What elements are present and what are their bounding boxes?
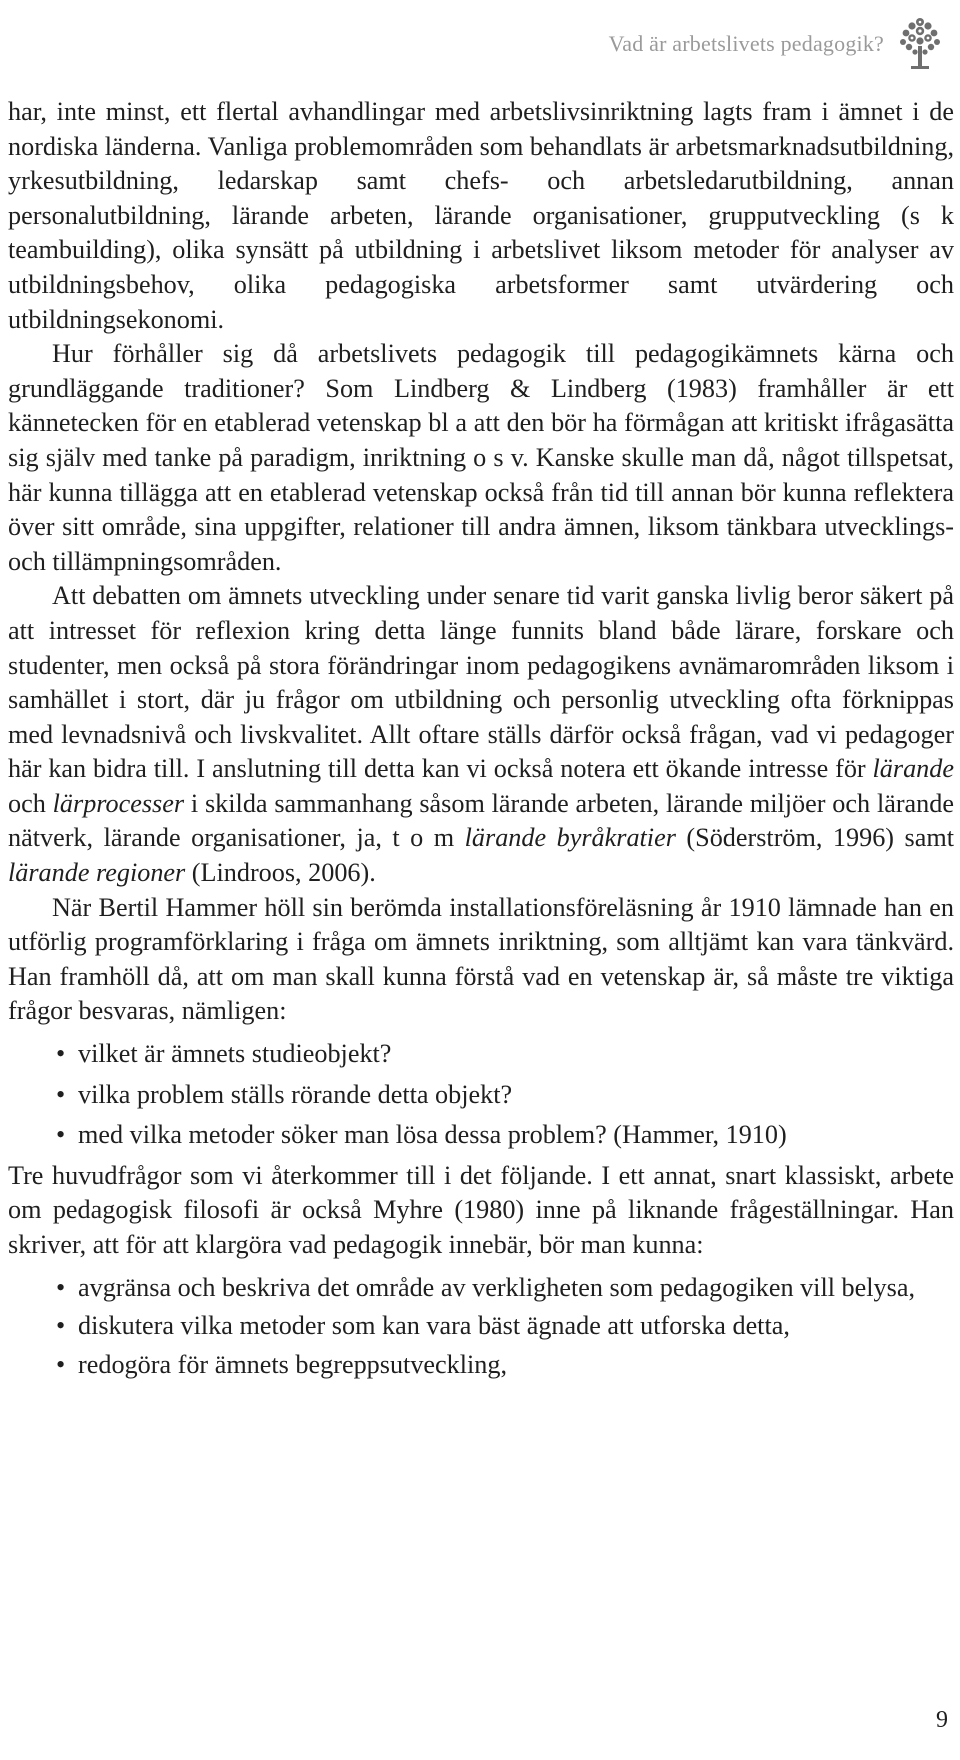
paragraph-3-text-d: (Söderström, 1996) samt xyxy=(675,823,954,853)
question-list xyxy=(8,1037,954,1153)
paragraph-4: När Bertil Hammer höll sin berömda installationsföreläsning år 1910 lämnade han en utförlig programförklaring i fråga om ämnets inriktning, som alltjämt kan vara tänkvärd. Han framhöll då, att om man skall kunna förstå vad en vetenskap är, så måste tre viktiga frågor besvaras, nämligen: xyxy=(8,892,954,1026)
paragraph-3-text-a: Att debatten om ämnets utveckling under senare tid varit ganska livlig beror säkert på att intresset för reflexion kring detta länge funnits bland både lärare, forskare och studenter, men också på stora förändringar inom pedagogikens avnämarområden liksom i samhället i stort, där ju frågor om utbildning och personlig utveckling ofta förknippas med levnadsnivå och livskvalitet. Allt oftare ställs därför också frågan, vad vi pedagoger här kan bidra till. I anslutning till detta kan vi också notera ett ökande intresse för xyxy=(8,581,954,784)
paragraph-3-text-b: och xyxy=(8,788,53,818)
list-item: • vilka problem ställs rörande detta objekt? xyxy=(78,1078,954,1113)
paragraph-5: Tre huvudfrågor som vi återkommer till i det följande. I ett annat, snart klassiskt, arbete om pedagogisk filosofi är också Myhre (1980) inne på liknande frågeställningar. Han skriver, att för att klargöra vad pedagogik innebär, bör man kunna: xyxy=(8,1160,954,1259)
list-item: • redogöra för ämnets begreppsutveckling, xyxy=(78,1348,954,1383)
paragraph-1: har, inte minst, ett flertal avhandlingar med arbetslivsinriktning lagts fram i ämnet i de nordiska länderna. Vanliga problemområden som behandlats är arbetsmarknadsutbildning, yrkesutbildning, ledarskap samt chefs- och arbetsledarutbildning, annan personalutbildning, lärande arbeten, lärande organisationer, grupputveckling (s k teambuilding), olika synsätt på utbildning i arbetslivet liksom metoder för analyser av utbildningsbehov, olika pedagogiska arbetsformer samt utvärdering och utbildningsekonomi. xyxy=(8,97,954,334)
list-item: • med vilka metoder söker man lösa dessa problem? (Hammer, 1910) xyxy=(78,1118,954,1153)
task-list xyxy=(8,1271,954,1383)
emphasis-larande-byrakratier: lärande byråkratier xyxy=(464,823,676,853)
tree-icon xyxy=(898,16,942,72)
paragraph-3-text-c: i skilda sammanhang såsom lärande arbeten, lärande miljöer och lärande nätverk, lärande organisationer, ja, t o m xyxy=(8,788,954,853)
emphasis-larprocesser: lärprocesser xyxy=(52,788,185,818)
list-item: • diskutera vilka metoder som kan vara bäst ägnade att utforska detta, xyxy=(78,1309,954,1344)
paragraph-2: Hur förhåller sig då arbetslivets pedagogik till pedagogikämnets kärna och grundläggande traditioner? Som Lindberg & Lindberg (1983) framhåller är ett kännetecken för en etablerad vetenskap bl a att den bör ha förmågan att kritiskt ifrågasätta sig själv med tanke på paradigm, inriktning o s v. Kanske skulle man då, något tillspetsat, här kunna tillägga att en etablerad vetenskap också från tid till annan bör kunna reflektera över sitt område, sina uppgifter, relationer till andra ämnen, liksom tänkbara utvecklings- och tillämpningsområden. xyxy=(8,339,954,576)
paragraph-3 xyxy=(8,579,954,890)
running-header-title: Vad är arbetslivets pedagogik? xyxy=(608,31,884,56)
emphasis-larande-regioner: lärande regioner xyxy=(8,858,186,888)
page-number: 9 xyxy=(936,1707,948,1733)
running-header xyxy=(609,14,942,74)
list-item: • vilket är ämnets studieobjekt? xyxy=(78,1037,954,1072)
emphasis-larande: lärande xyxy=(872,754,954,784)
body-text xyxy=(8,95,954,1388)
paragraph-3-text-e: (Lindroos, 2006). xyxy=(185,858,376,888)
list-item: • avgränsa och beskriva det område av verkligheten som pedagogiken vill belysa, xyxy=(78,1271,954,1306)
